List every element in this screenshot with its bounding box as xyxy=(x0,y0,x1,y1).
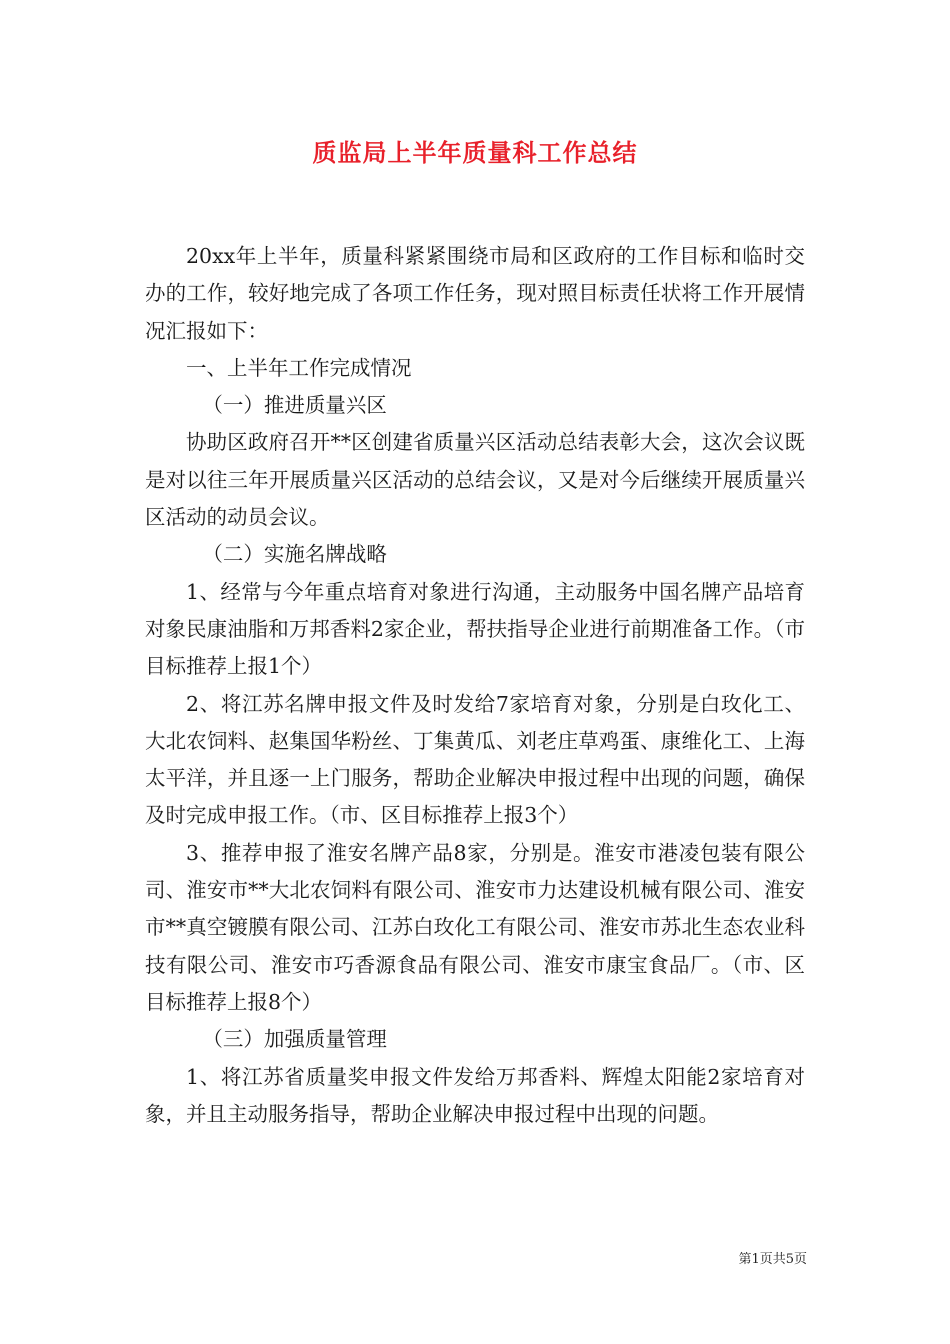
page-number: 第1页共5页 xyxy=(738,1252,807,1267)
list-item-paragraph: 1、将江苏省质量奖申报文件发给万邦香料、辉煌太阳能2家培育对象，并且主动服务指导，帮助企业解决申报过程中出现的问题。 xyxy=(145,1064,805,1126)
list-item-paragraph: 1、经常与今年重点培育对象进行沟通，主动服务中国名牌产品培育对象民康油脂和万邦香料2家企业，帮扶指导企业进行前期准备工作。（市目标推荐上报1个） xyxy=(145,579,805,679)
intro-paragraph: 20xx年上半年，质量科紧紧围绕市局和区政府的工作目标和临时交办的工作，较好地完成了各项工作任务，现对照目标责任状将工作开展情况汇报如下： xyxy=(145,244,805,343)
section-heading-1: 一、上半年工作完成情况 xyxy=(186,355,412,380)
document-title: 质监局上半年质量科工作总结 xyxy=(312,138,638,167)
subsection-heading-1: （一）推进质量兴区 xyxy=(202,393,387,418)
subsection-heading-3: （三）加强质量管理 xyxy=(202,1027,387,1052)
subsection-heading-2: （二）实施名牌战略 xyxy=(202,542,387,567)
document-body xyxy=(145,238,805,1133)
body-paragraph: 协助区政府召开**区创建省质量兴区活动总结表彰大会，这次会议既是对以往三年开展质量兴区活动的总结会议，又是对今后继续开展质量兴区活动的动员会议。 xyxy=(145,430,805,530)
list-item-paragraph: 3、推荐申报了淮安名牌产品8家，分别是。淮安市港凌包装有限公司、淮安市**大北农饲料有限公司、淮安市力达建设机械有限公司、淮安市**真空镀膜有限公司、江苏白玫化工有限公司、淮安市苏北生态农业科技有限公司、淮安市巧香源食品有限公司、淮安市康宝食品厂。（市、区目标推荐上报8个） xyxy=(145,840,805,1014)
list-item-paragraph: 2、将江苏名牌申报文件及时发给7家培育对象，分别是白玫化工、大北农饲料、赵集国华粉丝、丁集黄瓜、刘老庄草鸡蛋、康维化工、上海太平洋，并且逐一上门服务，帮助企业解决申报过程中出现的问题，确保及时完成申报工作。（市、区目标推荐上报3个） xyxy=(145,691,805,828)
